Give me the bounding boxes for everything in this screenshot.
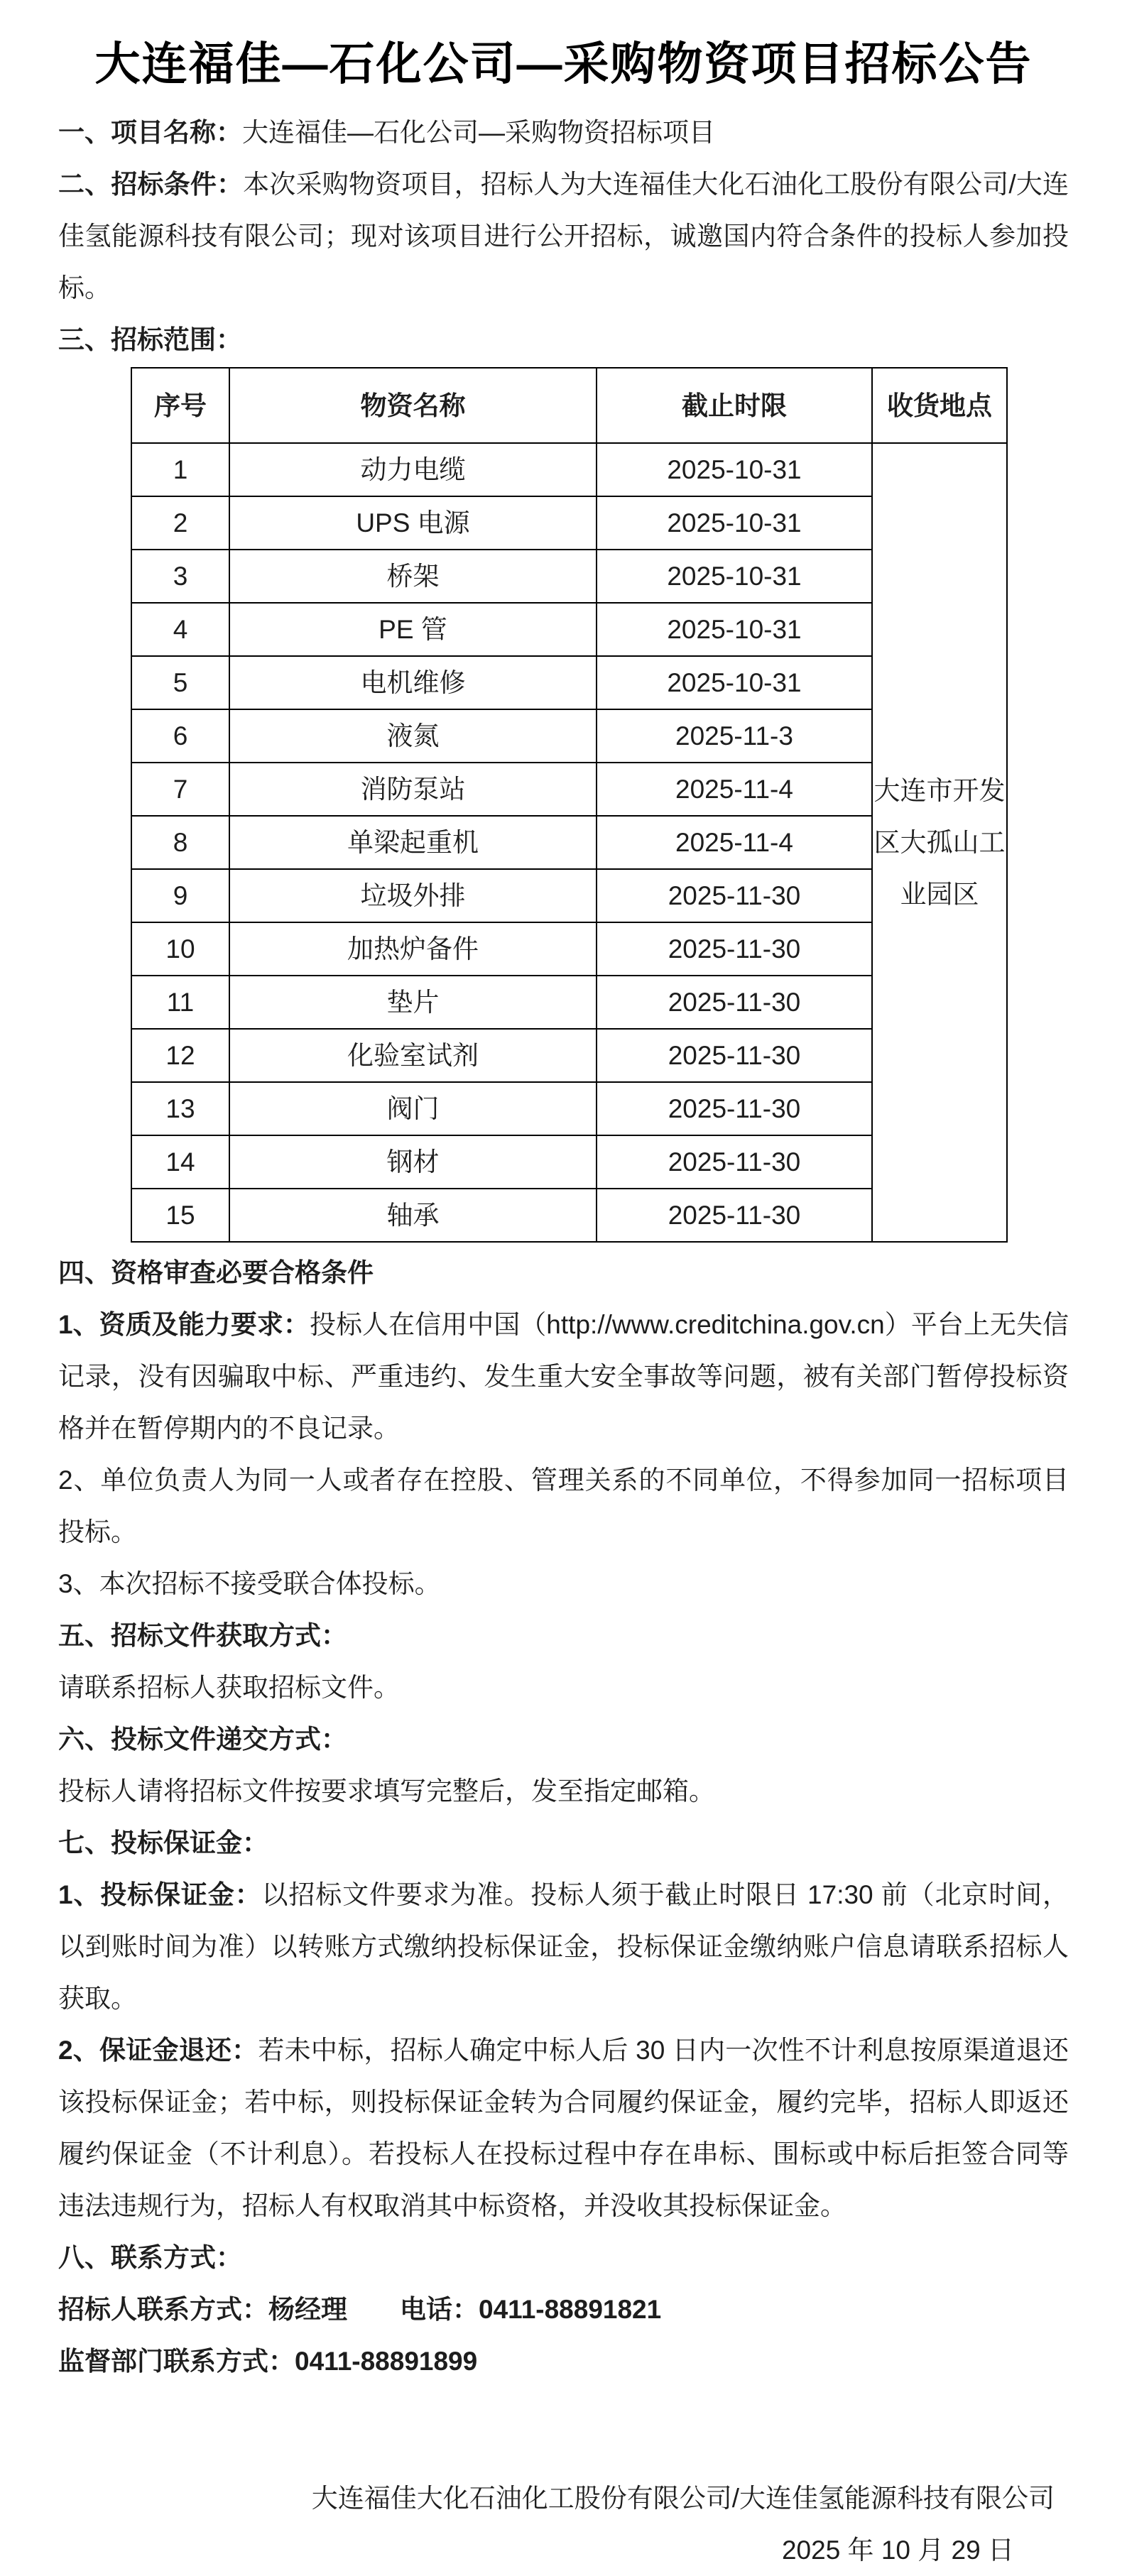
page-title: 大连福佳—石化公司—采购物资项目招标公告 xyxy=(94,38,1033,89)
row-material-name: UPS 电源 xyxy=(229,496,597,550)
row-material-name: 轴承 xyxy=(229,1189,597,1242)
row-seq: 8 xyxy=(131,816,229,869)
section-project-name xyxy=(58,107,1069,158)
row-seq: 1 xyxy=(131,443,229,496)
section-project-name-text: 大连福佳—石化公司—采购物资招标项目 xyxy=(242,118,715,147)
section-project-name-label: 一、项目名称： xyxy=(58,118,242,147)
footer-company: 大连福佳大化石油化工股份有限公司/大连佳氢能源科技有限公司 xyxy=(311,2484,1055,2513)
row-seq: 12 xyxy=(131,1029,229,1082)
row-deadline: 2025-11-30 xyxy=(597,1135,872,1189)
row-seq: 3 xyxy=(131,550,229,603)
row-material-name: 化验室试剂 xyxy=(229,1029,597,1082)
section-tender-conditions xyxy=(58,158,1069,314)
row-material-name: 桥架 xyxy=(229,550,597,603)
section-document-acquisition-text: 请联系招标人获取招标文件。 xyxy=(58,1673,400,1702)
bid-deposit-item-2-text: 若未中标，招标人确定中标人后 30 日内一次性不计利息按原渠道退还该投标保证金；若中标，则投标保证金转为合同履约保证金，履约完毕，招标人即返还履约保证金（不计利息）。若投标人在投标过程中存在串标、围标或中标后拒签合同等违法违规行为，招标人有权取消其中标资格，并没收其投标保证金。 xyxy=(58,2036,1069,2220)
table-row xyxy=(131,443,1007,496)
materials-table-body xyxy=(131,443,1007,1242)
section-qualification-heading: 四、资格审查必要合格条件 xyxy=(58,1258,374,1287)
qualification-item-1 xyxy=(58,1299,1069,1454)
row-material-name: 垃圾外排 xyxy=(229,869,597,922)
bid-deposit-item-2-label: 2、保证金退还： xyxy=(58,2036,258,2065)
row-seq: 6 xyxy=(131,709,229,763)
row-deadline: 2025-11-30 xyxy=(597,1029,872,1082)
qualification-item-1-text: 投标人在信用中国（http://www.creditchina.gov.cn）平台上无失信记录，没有因骗取中标、严重违约、发生重大安全事故等问题，被有关部门暂停投标资格并在暂停期内的不良记录。 xyxy=(58,1310,1069,1443)
footer-date: 2025 年 10 月 29 日 xyxy=(781,2536,1014,2565)
row-seq: 11 xyxy=(131,976,229,1029)
row-material-name: 动力电缆 xyxy=(229,443,597,496)
row-seq: 2 xyxy=(131,496,229,550)
row-deadline: 2025-11-4 xyxy=(597,816,872,869)
contact-tenderer-line: 招标人联系方式：杨经理 电话：0411-88891821 xyxy=(58,2295,662,2324)
row-material-name: PE 管 xyxy=(229,603,597,656)
header-seq: 序号 xyxy=(131,368,229,443)
header-material-name: 物资名称 xyxy=(229,368,597,443)
document-footer xyxy=(58,2472,1069,2576)
section-contact-heading: 八、联系方式： xyxy=(58,2243,242,2272)
row-deadline: 2025-10-31 xyxy=(597,550,872,603)
row-seq: 15 xyxy=(131,1189,229,1242)
row-material-name: 阀门 xyxy=(229,1082,597,1135)
section-bid-submission-text: 投标人请将招标文件按要求填写完整后，发至指定邮箱。 xyxy=(58,1777,715,1806)
row-seq: 10 xyxy=(131,922,229,976)
row-deadline: 2025-10-31 xyxy=(597,656,872,709)
row-material-name: 电机维修 xyxy=(229,656,597,709)
row-deadline: 2025-10-31 xyxy=(597,443,872,496)
contact-supervision-line: 监督部门联系方式：0411-88891899 xyxy=(58,2347,478,2376)
row-deadline: 2025-11-30 xyxy=(597,869,872,922)
row-seq: 9 xyxy=(131,869,229,922)
row-seq: 14 xyxy=(131,1135,229,1189)
section-tender-scope-heading: 三、招标范围： xyxy=(58,325,242,354)
materials-table xyxy=(131,367,1008,1243)
row-deadline: 2025-10-31 xyxy=(597,496,872,550)
row-material-name: 加热炉备件 xyxy=(229,922,597,976)
row-material-name: 消防泵站 xyxy=(229,763,597,816)
row-deadline: 2025-11-30 xyxy=(597,922,872,976)
row-material-name: 单梁起重机 xyxy=(229,816,597,869)
row-deadline: 2025-11-30 xyxy=(597,976,872,1029)
section-bid-submission-heading: 六、投标文件递交方式： xyxy=(58,1725,347,1754)
row-material-name: 垫片 xyxy=(229,976,597,1029)
qualification-item-1-label: 1、资质及能力要求： xyxy=(58,1310,310,1339)
header-deadline: 截止时限 xyxy=(597,368,872,443)
row-deadline: 2025-10-31 xyxy=(597,603,872,656)
row-deadline: 2025-11-30 xyxy=(597,1189,872,1242)
section-bid-deposit-heading: 七、投标保证金： xyxy=(58,1828,268,1857)
section-tender-conditions-label: 二、招标条件： xyxy=(58,170,244,199)
row-deadline: 2025-11-4 xyxy=(597,763,872,816)
bid-deposit-item-1-text: 以招标文件要求为准。投标人须于截止时限日 17:30 前（北京时间，以到账时间为准）以转账方式缴纳投标保证金，投标保证金缴纳账户信息请联系招标人获取。 xyxy=(58,1880,1069,2013)
row-deadline: 2025-11-3 xyxy=(597,709,872,763)
bid-deposit-item-1 xyxy=(58,1869,1069,2024)
row-deadline: 2025-11-30 xyxy=(597,1082,872,1135)
header-delivery-location: 收货地点 xyxy=(872,368,1007,443)
table-header-row xyxy=(131,368,1007,443)
row-seq: 4 xyxy=(131,603,229,656)
row-seq: 5 xyxy=(131,656,229,709)
row-seq: 13 xyxy=(131,1082,229,1135)
qualification-item-2: 2、单位负责人为同一人或者存在控股、管理关系的不同单位，不得参加同一招标项目投标。 xyxy=(58,1466,1069,1546)
section-tender-conditions-text: 本次采购物资项目，招标人为大连福佳大化石油化工股份有限公司/大连佳氢能源科技有限公司；现对该项目进行公开招标，诚邀国内符合条件的投标人参加投标。 xyxy=(58,170,1069,302)
row-seq: 7 xyxy=(131,763,229,816)
bid-deposit-item-1-label: 1、投标保证金： xyxy=(58,1880,262,1909)
qualification-item-3: 3、本次招标不接受联合体投标。 xyxy=(58,1569,441,1598)
bid-deposit-item-2 xyxy=(58,2024,1069,2232)
delivery-location-cell: 大连市开发区大孤山工业园区 xyxy=(872,443,1007,1242)
row-material-name: 液氮 xyxy=(229,709,597,763)
row-material-name: 钢材 xyxy=(229,1135,597,1189)
section-document-acquisition-heading: 五、招标文件获取方式： xyxy=(58,1621,347,1650)
